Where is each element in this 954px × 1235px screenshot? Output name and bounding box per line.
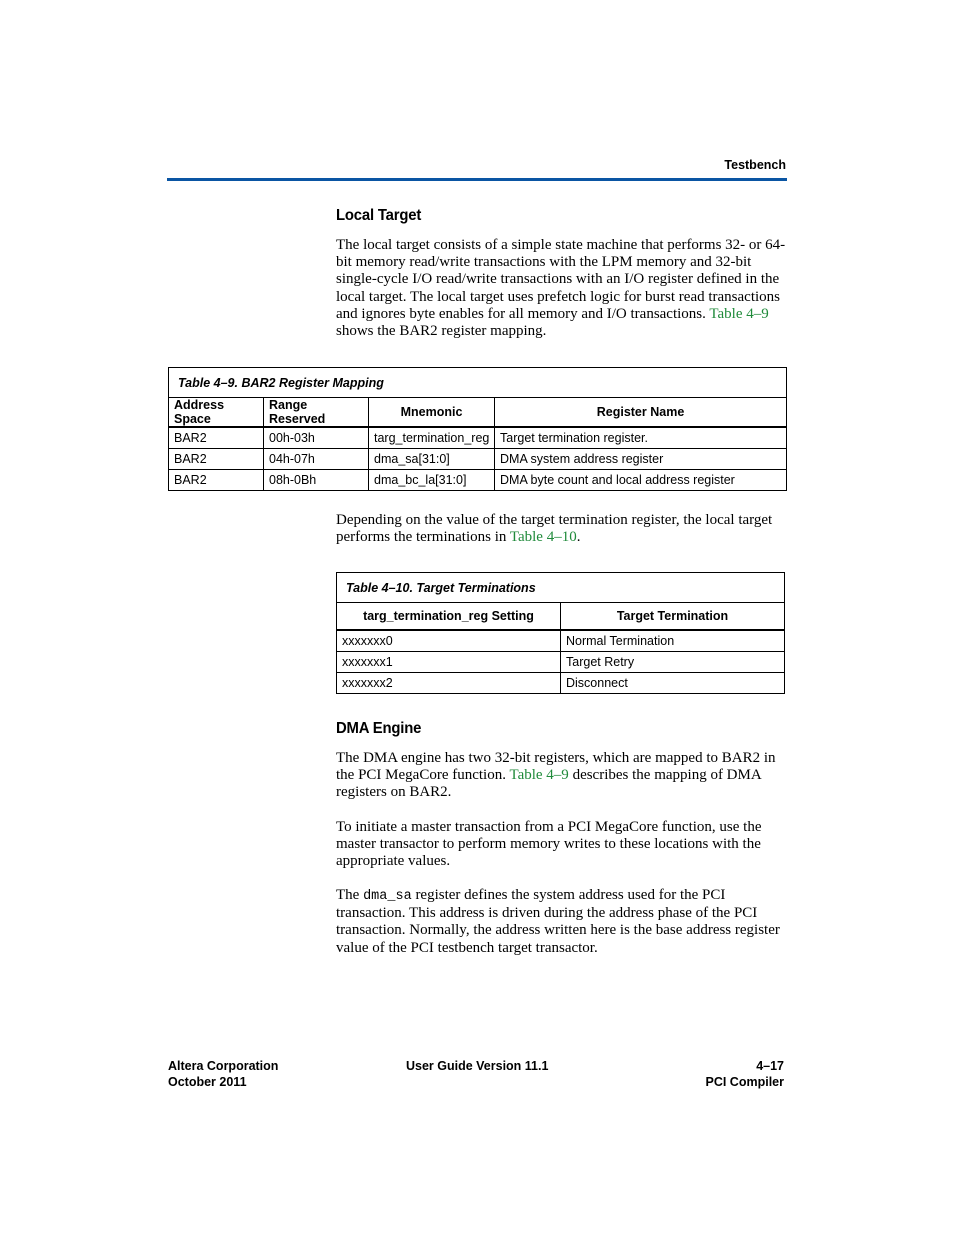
- table-cell: BAR2: [169, 470, 264, 491]
- footer-center: [406, 1059, 548, 1075]
- table-cell: xxxxxxx1: [337, 652, 561, 673]
- table-4-9-link-2[interactable]: Table 4–9: [509, 767, 569, 784]
- table-cell: dma_sa[31:0]: [369, 449, 495, 470]
- table-row: [169, 470, 787, 491]
- dma-engine-heading: DMA Engine: [336, 720, 422, 737]
- table-cell: Target termination register.: [495, 427, 787, 449]
- table-cell: BAR2: [169, 449, 264, 470]
- table-4-10-link[interactable]: Table 4–10: [509, 529, 577, 546]
- table-4-10-caption: Table 4–10. Target Terminations: [337, 573, 785, 603]
- local-target-paragraph: [336, 237, 786, 340]
- dma-engine-paragraph-3: [336, 887, 786, 957]
- termination-text-b: .: [576, 529, 581, 546]
- header-rule: [167, 178, 787, 181]
- table-4-10-header-setting: targ_termination_reg Setting: [337, 603, 561, 631]
- table-cell: Target Retry: [561, 652, 785, 673]
- local-target-text-b: shows the BAR2 register mapping.: [336, 323, 547, 340]
- table-cell: Normal Termination: [561, 630, 785, 652]
- dma-sa-text-a: The: [336, 887, 364, 903]
- table-4-10: [336, 572, 785, 694]
- table-cell: 00h-03h: [264, 427, 369, 449]
- dma-engine-paragraph-2: To initiate a master transaction from a PCI MegaCore function, use the master transactor to perform memory writes to these locations with the appropriate values.: [336, 819, 762, 870]
- termination-text-a: Depending on the value of the target termination register, the local target performs the terminations in: [336, 512, 773, 546]
- table-row: [337, 630, 785, 652]
- table-4-9-header-register-name: Register Name: [495, 398, 787, 428]
- table-4-9-header-address-space: Address Space: [169, 398, 264, 428]
- footer-version: User Guide Version 11.1: [406, 1059, 549, 1073]
- table-cell: 04h-07h: [264, 449, 369, 470]
- table-cell: xxxxxxx2: [337, 673, 561, 694]
- dma-sa-code: dma_sa: [363, 889, 412, 904]
- footer-left: [168, 1059, 278, 1090]
- footer-product: PCI Compiler: [705, 1074, 784, 1089]
- table-4-10-header-termination: Target Termination: [561, 603, 785, 631]
- termination-paragraph: [336, 512, 786, 546]
- running-head: Testbench: [724, 158, 786, 172]
- table-row: [337, 673, 785, 694]
- table-4-9-link[interactable]: Table 4–9: [709, 305, 769, 322]
- local-target-text-a: The local target consists of a simple state machine that performs 32- or 64-bit memory read/write transactions with the LPM memory and 32-bit single-cycle I/O read/write transactions with an I/O register defined in the local target. The local target uses prefetch logic for burst read transactions and ignores byte enables for all memory and I/O transactions.: [336, 237, 786, 322]
- footer-right: [706, 1059, 785, 1090]
- footer-page-number: 4–17: [756, 1059, 784, 1073]
- table-cell: xxxxxxx0: [337, 630, 561, 652]
- table-cell: targ_termination_reg: [369, 427, 495, 449]
- dma-sa-text-b: register defines the system address used for the PCI transaction. This address is driven during the address phase of the PCI transaction. Normally, the address written here is the base address register value of the PCI testbench target transactor.: [336, 887, 780, 956]
- table-cell: Disconnect: [561, 673, 785, 694]
- footer-company: Altera Corporation: [168, 1059, 279, 1073]
- table-cell: BAR2: [169, 427, 264, 449]
- table-cell: DMA byte count and local address register: [495, 470, 787, 491]
- table-cell: DMA system address register: [495, 449, 787, 470]
- table-row: [169, 449, 787, 470]
- table-cell: dma_bc_la[31:0]: [369, 470, 495, 491]
- dma-text-b: describes the mapping of DMA registers on BAR2.: [336, 767, 761, 801]
- table-row: [169, 427, 787, 449]
- footer-date: October 2011: [168, 1074, 247, 1089]
- dma-text-a: The DMA engine has two 32-bit registers, which are mapped to BAR2 in the PCI MegaCore function.: [336, 750, 776, 784]
- table-row: [337, 652, 785, 673]
- table-4-9-header-range-reserved: Range Reserved: [264, 398, 369, 428]
- local-target-heading: Local Target: [336, 207, 422, 224]
- table-4-9-caption: Table 4–9. BAR2 Register Mapping: [169, 368, 787, 398]
- table-cell: 08h-0Bh: [264, 470, 369, 491]
- table-4-9: [168, 367, 787, 491]
- dma-engine-paragraph-1: [336, 750, 786, 802]
- table-4-9-header-mnemonic: Mnemonic: [369, 398, 495, 428]
